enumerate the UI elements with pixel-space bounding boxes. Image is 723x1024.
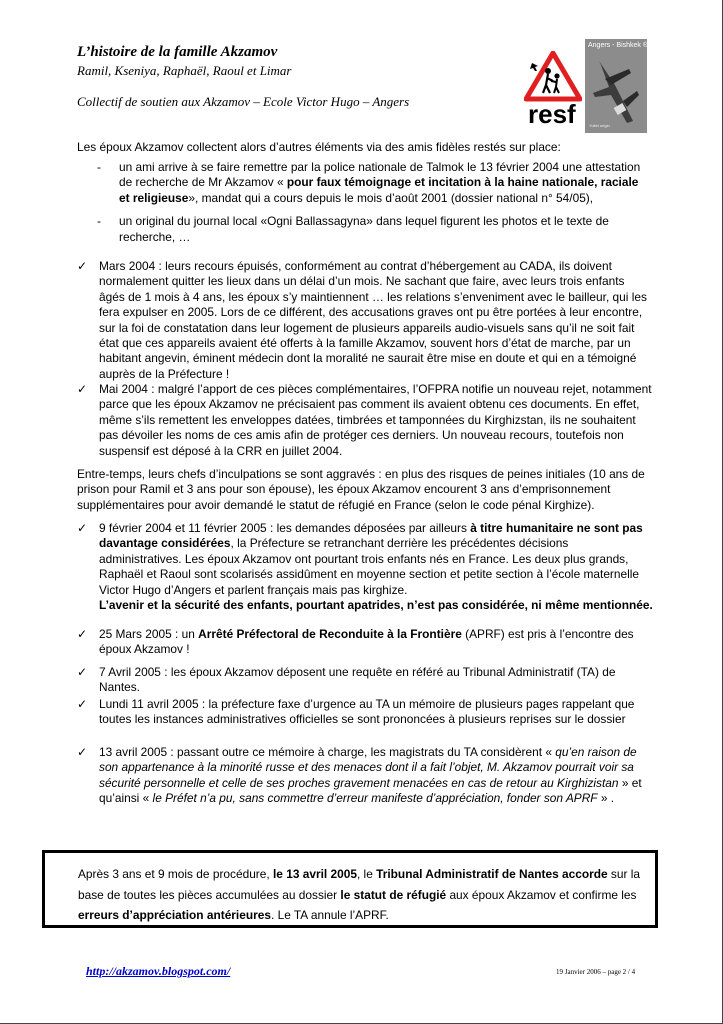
angers-bishkek-logo [585, 39, 647, 133]
list-item-bold: pour faux témoignage et incitation à la haine nationale, raciale et religieuse [119, 175, 639, 205]
paragraph-text: 13 avril 2005 : passant outre ce mémoire à charge, les magistrats du TA considèrent « [99, 745, 556, 759]
check-icon: ✓ [77, 521, 88, 535]
verdict-fragment: aux époux Akzamov et confirme les [446, 887, 637, 902]
angers-logo-small-text: Yuliet origin [589, 123, 610, 128]
check-icon: ✓ [77, 745, 88, 759]
blog-link[interactable]: http://akzamov.blogspot.com/ [86, 964, 231, 978]
paragraph-text: Mars 2004 : leurs recours épuisés, conformément au contrat d’hébergement au CADA, ils doivent normalement quitter les lieux dans un délai d’un mois. Ne sachant que faire, avec leurs trois enfants âgés de 1 mois à 4 ans, les époux s’y maintiennent … les relations s’enveniment avec le bailleur, qui les fera expulser en 2005. Lors de ce différent, des accusations graves ont pu être portées à leur encontre, sur la foi de constatation dans leur logement de plusieurs appareils audio-visuels sans qu’il ne soit fait état que ces appareils avaient été offerts à la famille Akzamov, souvent hors d’état de marche, par un habitant angevin, éminent médecin dont la moralité ne saurait être mise en doute et qui en a témoigné auprès de la Préfecture ! [99, 259, 647, 381]
paragraph-text: » . [597, 791, 615, 806]
list-item-text: », mandat qui a cours depuis le mois d’août 2001 (dossier national n° 54/05), [188, 190, 594, 205]
intro-paragraph: Les époux Akzamov collectent alors d’autres éléments via des amis fidèles restés sur place: [77, 140, 561, 154]
family-names: Ramil, Kseniya, Raphaël, Raoul et Limar [77, 63, 292, 78]
check-icon: ✓ [77, 382, 88, 396]
verdict-fragment-bold: erreurs d’appréciation antérieures [78, 908, 271, 922]
check-item-13-avril [77, 745, 653, 807]
list-item [97, 214, 652, 245]
paragraph-text: 25 Mars 2005 : un [99, 627, 199, 641]
paragraph-quote: le Préfet n’a pu, sans commettre d’erreur manifeste d’appréciation, fonder son APRF [152, 791, 598, 806]
paragraph-bold: à titre humanitaire ne sont pas davantage considérées [99, 521, 643, 551]
check-item-11-avril [77, 697, 653, 728]
paragraph-text: Lundi 11 avril 2005 : la préfecture faxe d’urgence au TA un mémoire de plusieurs pages rappelant que toutes les instances administratives officielles se sont prononcées à plusieurs reprises sur le dossier [99, 697, 635, 727]
verdict-fragment-bold: Tribunal Administratif de Nantes accorde [376, 867, 608, 881]
paragraph-text: , la Préfecture se retranchant derrière les précédentes décisions administratives. Les époux Akzamov ont pourtant trois enfants nés en France. Les deux plus grands, Raphaël et Raoul sont scolarisés assidûment en moyenne section et petite section à l’école maternelle Victor Hugo d’Angers et parlent français mais pas kirghize. [99, 536, 640, 597]
resf-logo [524, 51, 582, 133]
verdict-box [42, 850, 658, 928]
angers-bishkek-caption: Angers - Bishkek ® [588, 42, 649, 49]
collective-subtitle: Collectif de soutien aux Akzamov – Ecole Victor Hugo – Angers [77, 94, 410, 109]
verdict-fragment: Après 3 ans et 9 mois de procédure, [78, 867, 273, 881]
entretemps-paragraph: Entre-temps, leurs chefs d’inculpations se sont aggravés : en plus des risques de peines initiales (10 ans de prison pour Ramil et 3 ans pour son épouse), les époux Akzamov encourent 3 ans d’emprisonnement supplémentaires pour avoir demandé le statut de réfugié en France (selon le code pénal Kirghize). [77, 467, 645, 512]
paragraph-bold: L’avenir et la sécurité des enfants, pourtant apatrides, n’est pas considérée, ni même mentionnée. [99, 598, 653, 613]
check-item-mars-2005 [77, 627, 653, 658]
evidence-list [97, 160, 652, 253]
check-item-mars-2004 [77, 259, 653, 382]
verdict-fragment-bold: le statut de réfugié [340, 887, 447, 902]
paragraph-text: » et qu’ainsi « [99, 775, 642, 806]
page-number: 19 Janvier 2006 – page 2 / 4 [556, 968, 636, 976]
paragraph-text: Mai 2004 : malgré l’apport de ces pièces complémentaires, l’OFPRA notifie un nouveau rejet, notamment parce que les époux Akzamov ne précisaient pas comment ils avaient obtenu ces documents. En effet, même s’ils remettent les enveloppes datées, timbrées et tamponnées du Kirghizstan, ils ne souhaitent pas dévoiler les noms de ces amis afin de protéger ces derniers. Un nouveau recours, toutefois non suspensif est déposé à la CRR en juillet 2004. [99, 382, 652, 458]
list-item-text: un ami arrive à se faire remettre par la police nationale de Talmok le 13 février 2004 une attestation de recherche de Mr Akzamov « [119, 160, 641, 190]
dash-bullet: - [97, 214, 101, 229]
check-icon: ✓ [77, 697, 88, 711]
check-item-mai-2004 [77, 382, 653, 459]
list-item-text: un original du journal local «Ogni Ballassagyna» dans lequel figurent les photos et le texte de recherche, … [119, 214, 609, 244]
resf-logo-text: resf [528, 99, 576, 129]
paragraph-text: 7 Avril 2005 : les époux Akzamov déposent une requête en référé au Tribunal Administratif (TA) de Nantes. [99, 665, 616, 695]
paragraph-quote: qu’en raison de son appartenance à la minorité russe et des menaces dont il a fait l’objet, M. Akzamov pourrait voir sa sécurité personnelle et celle de ses proches gravement menacées en cas de retour au Kirghizistan [99, 745, 637, 790]
check-icon: ✓ [77, 627, 88, 641]
verdict-text [78, 864, 653, 926]
dash-bullet: - [97, 160, 101, 174]
airplane-icon [585, 39, 647, 133]
paragraph-text: 9 février 2004 et 11 février 2005 : les demandes déposées par ailleurs [99, 521, 471, 535]
paragraph-bold: Arrêté Préfectoral de Reconduite à la Frontière [198, 627, 462, 641]
check-icon: ✓ [77, 665, 88, 679]
verdict-fragment: . Le TA annule l’APRF. [270, 908, 389, 922]
check-icon: ✓ [77, 259, 88, 273]
verdict-fragment-bold: le 13 avril 2005 [272, 867, 357, 881]
list-item [97, 160, 652, 206]
paragraph-text: (APRF) est pris à l’encontre des époux Akzamov ! [99, 627, 634, 657]
document-title: L’histoire de la famille Akzamov [77, 44, 278, 60]
check-item-fevrier [77, 521, 653, 613]
check-item-7-avril [77, 665, 653, 696]
verdict-fragment: sur la base de toutes les pièces accumulées au dossier [78, 867, 640, 902]
verdict-fragment: , le [356, 867, 377, 881]
